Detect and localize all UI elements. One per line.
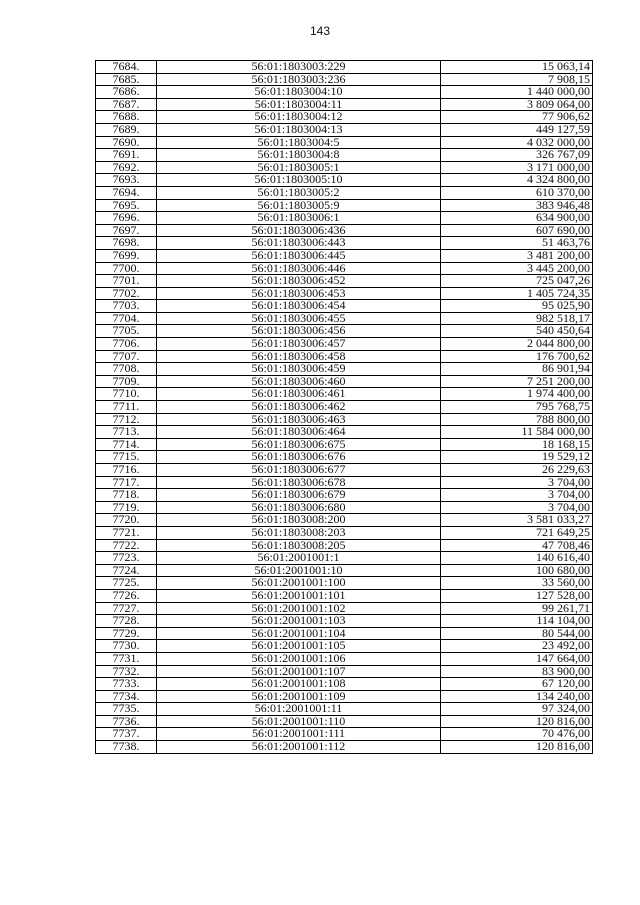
- cadastral-value: 788 800,00: [441, 413, 593, 426]
- table-row: [96, 262, 593, 275]
- row-number: 7714.: [96, 438, 157, 451]
- table-row: [96, 476, 593, 489]
- cadastral-number: 56:01:1803006:436: [157, 224, 441, 237]
- row-number: 7733.: [96, 678, 157, 691]
- cadastral-value: 51 463,76: [441, 237, 593, 250]
- table-row: [96, 174, 593, 187]
- cadastral-number: 56:01:2001001:101: [157, 589, 441, 602]
- table-row: [96, 464, 593, 477]
- table-row: [96, 237, 593, 250]
- cadastral-number: 56:01:1803006:457: [157, 338, 441, 351]
- cadastral-value: 1 440 000,00: [441, 86, 593, 99]
- table-row: [96, 401, 593, 414]
- table-row: [96, 199, 593, 212]
- cadastral-value: 19 529,12: [441, 451, 593, 464]
- row-number: 7729.: [96, 627, 157, 640]
- table-row: [96, 123, 593, 136]
- table-row: [96, 111, 593, 124]
- cadastral-value: 18 168,15: [441, 438, 593, 451]
- row-number: 7709.: [96, 375, 157, 388]
- row-number: 7725.: [96, 577, 157, 590]
- row-number: 7728.: [96, 615, 157, 628]
- cadastral-value: 3 481 200,00: [441, 249, 593, 262]
- cadastral-number: 56:01:2001001:110: [157, 715, 441, 728]
- table-row: [96, 300, 593, 313]
- cadastral-value: 26 229,63: [441, 464, 593, 477]
- cadastral-number: 56:01:2001001:105: [157, 640, 441, 653]
- cadastral-value: 607 690,00: [441, 224, 593, 237]
- cadastral-value: 86 901,94: [441, 363, 593, 376]
- cadastral-value: 140 616,40: [441, 552, 593, 565]
- row-number: 7736.: [96, 715, 157, 728]
- cadastral-number: 56:01:1803008:203: [157, 526, 441, 539]
- table-row: [96, 61, 593, 74]
- table-row: [96, 715, 593, 728]
- cadastral-value: 1 974 400,00: [441, 388, 593, 401]
- cadastral-number: 56:01:2001001:107: [157, 665, 441, 678]
- table-row: [96, 602, 593, 615]
- table-row: [96, 426, 593, 439]
- cadastral-number: 56:01:1803006:676: [157, 451, 441, 464]
- row-number: 7723.: [96, 552, 157, 565]
- cadastral-value: 7 251 200,00: [441, 375, 593, 388]
- cadastral-number: 56:01:2001001:111: [157, 728, 441, 741]
- row-number: 7720.: [96, 514, 157, 527]
- table-row: [96, 312, 593, 325]
- cadastral-value: 83 900,00: [441, 665, 593, 678]
- row-number: 7697.: [96, 224, 157, 237]
- table-row: [96, 652, 593, 665]
- row-number: 7738.: [96, 741, 157, 754]
- cadastral-value: 147 664,00: [441, 652, 593, 665]
- cadastral-number: 56:01:2001001:1: [157, 552, 441, 565]
- table-row: [96, 249, 593, 262]
- row-number: 7706.: [96, 338, 157, 351]
- row-number: 7685.: [96, 73, 157, 86]
- row-number: 7724.: [96, 564, 157, 577]
- table-row: [96, 149, 593, 162]
- cadastral-value-table: [95, 60, 593, 754]
- table-row: [96, 98, 593, 111]
- cadastral-number: 56:01:1803005:9: [157, 199, 441, 212]
- cadastral-value: 982 518,17: [441, 312, 593, 325]
- row-number: 7722.: [96, 539, 157, 552]
- table-row: [96, 212, 593, 225]
- table-row: [96, 489, 593, 502]
- cadastral-number: 56:01:2001001:112: [157, 741, 441, 754]
- cadastral-value: 100 680,00: [441, 564, 593, 577]
- cadastral-number: 56:01:2001001:11: [157, 703, 441, 716]
- cadastral-value: 23 492,00: [441, 640, 593, 653]
- cadastral-value: 120 816,00: [441, 715, 593, 728]
- cadastral-value: 67 120,00: [441, 678, 593, 691]
- cadastral-value: 80 544,00: [441, 627, 593, 640]
- cadastral-number: 56:01:2001001:10: [157, 564, 441, 577]
- row-number: 7704.: [96, 312, 157, 325]
- row-number: 7710.: [96, 388, 157, 401]
- table-row: [96, 388, 593, 401]
- cadastral-value: 326 767,09: [441, 149, 593, 162]
- cadastral-value: 97 324,00: [441, 703, 593, 716]
- cadastral-value: 15 063,14: [441, 61, 593, 74]
- cadastral-number: 56:01:2001001:108: [157, 678, 441, 691]
- row-number: 7694.: [96, 186, 157, 199]
- row-number: 7719.: [96, 501, 157, 514]
- cadastral-number: 56:01:1803006:459: [157, 363, 441, 376]
- cadastral-number: 56:01:2001001:104: [157, 627, 441, 640]
- cadastral-number: 56:01:1803006:679: [157, 489, 441, 502]
- cadastral-value: 540 450,64: [441, 325, 593, 338]
- row-number: 7731.: [96, 652, 157, 665]
- table-row: [96, 451, 593, 464]
- row-number: 7726.: [96, 589, 157, 602]
- cadastral-value: 3 581 033,27: [441, 514, 593, 527]
- cadastral-number: 56:01:1803004:5: [157, 136, 441, 149]
- table-row: [96, 86, 593, 99]
- row-number: 7708.: [96, 363, 157, 376]
- row-number: 7712.: [96, 413, 157, 426]
- table-row: [96, 690, 593, 703]
- cadastral-value: 3 704,00: [441, 501, 593, 514]
- table-row: [96, 161, 593, 174]
- cadastral-value: 1 405 724,35: [441, 287, 593, 300]
- cadastral-value: 120 816,00: [441, 741, 593, 754]
- cadastral-number: 56:01:1803006:446: [157, 262, 441, 275]
- cadastral-value: 127 528,00: [441, 589, 593, 602]
- cadastral-number: 56:01:1803006:445: [157, 249, 441, 262]
- row-number: 7701.: [96, 275, 157, 288]
- cadastral-number: 56:01:2001001:103: [157, 615, 441, 628]
- cadastral-number: 56:01:2001001:100: [157, 577, 441, 590]
- cadastral-number: 56:01:1803006:453: [157, 287, 441, 300]
- cadastral-value: 7 908,15: [441, 73, 593, 86]
- cadastral-value: 114 104,00: [441, 615, 593, 628]
- table-body: [96, 61, 593, 754]
- table-row: [96, 325, 593, 338]
- cadastral-number: 56:01:1803004:12: [157, 111, 441, 124]
- table-row: [96, 186, 593, 199]
- table-row: [96, 375, 593, 388]
- cadastral-number: 56:01:1803003:236: [157, 73, 441, 86]
- cadastral-number: 56:01:2001001:102: [157, 602, 441, 615]
- cadastral-number: 56:01:1803004:13: [157, 123, 441, 136]
- row-number: 7735.: [96, 703, 157, 716]
- row-number: 7707.: [96, 350, 157, 363]
- table-row: [96, 275, 593, 288]
- cadastral-value: 3 445 200,00: [441, 262, 593, 275]
- cadastral-number: 56:01:1803006:678: [157, 476, 441, 489]
- cadastral-value: 95 025,90: [441, 300, 593, 313]
- cadastral-number: 56:01:1803004:11: [157, 98, 441, 111]
- table-row: [96, 665, 593, 678]
- row-number: 7703.: [96, 300, 157, 313]
- table-row: [96, 413, 593, 426]
- row-number: 7687.: [96, 98, 157, 111]
- cadastral-value: 134 240,00: [441, 690, 593, 703]
- cadastral-number: 56:01:1803006:443: [157, 237, 441, 250]
- cadastral-number: 56:01:1803003:229: [157, 61, 441, 74]
- table-row: [96, 728, 593, 741]
- row-number: 7718.: [96, 489, 157, 502]
- cadastral-number: 56:01:1803006:460: [157, 375, 441, 388]
- page-number: 143: [309, 24, 331, 38]
- row-number: 7698.: [96, 237, 157, 250]
- row-number: 7734.: [96, 690, 157, 703]
- cadastral-number: 56:01:1803008:205: [157, 539, 441, 552]
- table-row: [96, 741, 593, 754]
- cadastral-number: 56:01:1803008:200: [157, 514, 441, 527]
- row-number: 7699.: [96, 249, 157, 262]
- cadastral-value: 721 649,25: [441, 526, 593, 539]
- row-number: 7716.: [96, 464, 157, 477]
- table-row: [96, 627, 593, 640]
- cadastral-number: 56:01:1803006:456: [157, 325, 441, 338]
- table-row: [96, 363, 593, 376]
- cadastral-number: 56:01:2001001:109: [157, 690, 441, 703]
- row-number: 7695.: [96, 199, 157, 212]
- table-row: [96, 136, 593, 149]
- table-row: [96, 640, 593, 653]
- row-number: 7737.: [96, 728, 157, 741]
- row-number: 7713.: [96, 426, 157, 439]
- cadastral-number: 56:01:1803006:458: [157, 350, 441, 363]
- table-row: [96, 501, 593, 514]
- row-number: 7702.: [96, 287, 157, 300]
- cadastral-value: 99 261,71: [441, 602, 593, 615]
- cadastral-value: 449 127,59: [441, 123, 593, 136]
- row-number: 7721.: [96, 526, 157, 539]
- row-number: 7684.: [96, 61, 157, 74]
- cadastral-number: 56:01:1803006:461: [157, 388, 441, 401]
- cadastral-value: 33 560,00: [441, 577, 593, 590]
- table-row: [96, 678, 593, 691]
- table-row: [96, 564, 593, 577]
- table-row: [96, 438, 593, 451]
- row-number: 7711.: [96, 401, 157, 414]
- cadastral-value: 176 700,62: [441, 350, 593, 363]
- cadastral-number: 56:01:1803005:1: [157, 161, 441, 174]
- cadastral-value: 634 900,00: [441, 212, 593, 225]
- cadastral-value: 77 906,62: [441, 111, 593, 124]
- row-number: 7688.: [96, 111, 157, 124]
- table-row: [96, 577, 593, 590]
- cadastral-value: 2 044 800,00: [441, 338, 593, 351]
- row-number: 7727.: [96, 602, 157, 615]
- row-number: 7730.: [96, 640, 157, 653]
- cadastral-number: 56:01:1803005:2: [157, 186, 441, 199]
- cadastral-value: 4 032 000,00: [441, 136, 593, 149]
- cadastral-number: 56:01:1803004:8: [157, 149, 441, 162]
- cadastral-value: 383 946,48: [441, 199, 593, 212]
- table-row: [96, 703, 593, 716]
- row-number: 7686.: [96, 86, 157, 99]
- cadastral-number: 56:01:1803006:1: [157, 212, 441, 225]
- row-number: 7715.: [96, 451, 157, 464]
- table-row: [96, 552, 593, 565]
- cadastral-value: 3 171 000,00: [441, 161, 593, 174]
- cadastral-number: 56:01:1803006:463: [157, 413, 441, 426]
- cadastral-value: 4 324 800,00: [441, 174, 593, 187]
- table-row: [96, 73, 593, 86]
- row-number: 7705.: [96, 325, 157, 338]
- row-number: 7732.: [96, 665, 157, 678]
- row-number: 7717.: [96, 476, 157, 489]
- row-number: 7700.: [96, 262, 157, 275]
- cadastral-value: 795 768,75: [441, 401, 593, 414]
- cadastral-number: 56:01:1803005:10: [157, 174, 441, 187]
- row-number: 7691.: [96, 149, 157, 162]
- cadastral-number: 56:01:1803006:462: [157, 401, 441, 414]
- table-row: [96, 514, 593, 527]
- table-row: [96, 589, 593, 602]
- row-number: 7692.: [96, 161, 157, 174]
- cadastral-value: 47 708,46: [441, 539, 593, 552]
- cadastral-number: 56:01:1803006:675: [157, 438, 441, 451]
- cadastral-number: 56:01:1803006:455: [157, 312, 441, 325]
- cadastral-number: 56:01:1803006:464: [157, 426, 441, 439]
- cadastral-value: 70 476,00: [441, 728, 593, 741]
- table-row: [96, 287, 593, 300]
- cadastral-value: 610 370,00: [441, 186, 593, 199]
- cadastral-value: 11 584 000,00: [441, 426, 593, 439]
- table-row: [96, 338, 593, 351]
- cadastral-number: 56:01:1803004:10: [157, 86, 441, 99]
- row-number: 7696.: [96, 212, 157, 225]
- cadastral-number: 56:01:1803006:677: [157, 464, 441, 477]
- table-row: [96, 615, 593, 628]
- table-row: [96, 539, 593, 552]
- cadastral-number: 56:01:2001001:106: [157, 652, 441, 665]
- row-number: 7693.: [96, 174, 157, 187]
- cadastral-number: 56:01:1803006:680: [157, 501, 441, 514]
- table-row: [96, 350, 593, 363]
- cadastral-value: 3 704,00: [441, 489, 593, 502]
- cadastral-number: 56:01:1803006:454: [157, 300, 441, 313]
- cadastral-value: 3 704,00: [441, 476, 593, 489]
- table-row: [96, 526, 593, 539]
- cadastral-number: 56:01:1803006:452: [157, 275, 441, 288]
- row-number: 7689.: [96, 123, 157, 136]
- cadastral-value: 725 047,26: [441, 275, 593, 288]
- row-number: 7690.: [96, 136, 157, 149]
- cadastral-value: 3 809 064,00: [441, 98, 593, 111]
- table-row: [96, 224, 593, 237]
